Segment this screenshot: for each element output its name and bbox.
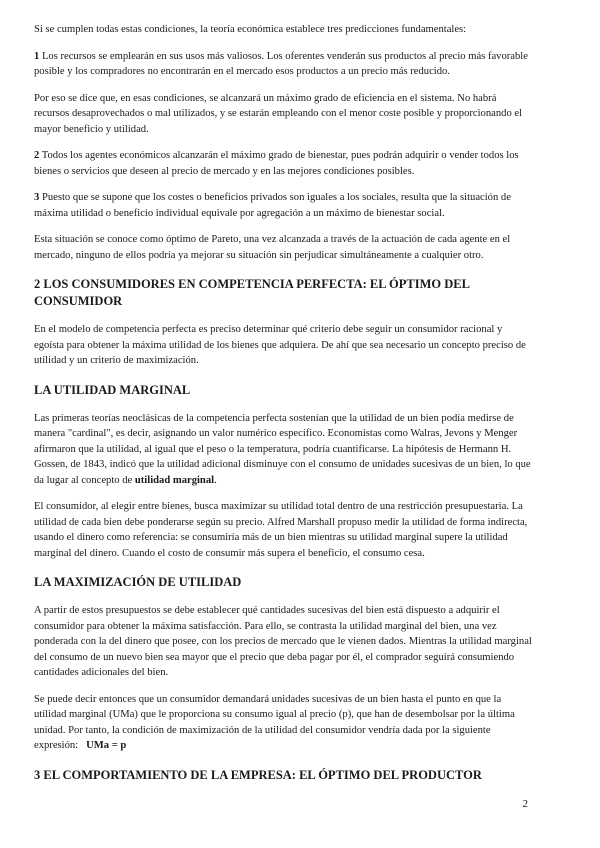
prediction-2 (34, 148, 534, 179)
efficiency-paragraph: Por eso se dice que, en esas condiciones, se alcanzará un máximo grado de eficiencia en el sistema. No habrá recursos desaprovechados o mal utilizados, y se estarán empleando con el menor coste posible y proporcionando el mayor beneficio y utilidad. (34, 92, 523, 135)
marginal-utility-term: utilidad marginal (134, 474, 215, 486)
formula: UMa = p (86, 740, 127, 751)
maximization-paragraph-1: A partir de estos presupuestos se debe establecer qué cantidades sucesivas del bien está dispuesto a adquirir el consumidor para obtener la máxima satisfacción. Para ello, se contrasta la utilidad marginal del bien, una vez ponderada con la del dinero que posee, con los precios de mercado que le vienen dados. Mientras la utilidad marginal del consumo de un nuevo bien sea mayor que el precio que deba pagar por él, el comprador seguirá consumiendo cantidades adicionales del bien. (34, 605, 532, 678)
document-body (34, 22, 534, 796)
marginal-utility-paragraph-2: El consumidor, al elegir entre bienes, busca maximizar su utilidad total dentro de una restricción presupuestaria. La utilidad de cada bien debe ponderarse según su precio. Alfred Marshall propuso medir la utilidad de forma indirecta, usando el dinero como referencia: se consumiría más de un bien mientras su utilidad marginal supere la utilidad marginal del dinero. Cuando el costo de consumir más supera el beneficio, el consumo cesa. (34, 501, 528, 559)
maximization-paragraph-2 (34, 692, 534, 754)
prediction-1 (34, 49, 534, 80)
prediction-text: Los recursos se emplearán en sus usos más valiosos. Los oferentes venderán sus productos al precio más favorable posible y los compradores no encontrarán en el mercado esos productos a un precio más reducido. (34, 50, 528, 77)
section-2-paragraph: En el modelo de competencia perfecta es preciso determinar qué criterio debe seguir un consumidor racional y egoísta para obtener la máxima utilidad de los bienes que adquiera. De ahí que sea necesario un concepto preciso de utilidad y un criterio de maximización. (34, 324, 526, 366)
marginal-utility-heading: LA UTILIDAD MARGINAL (34, 382, 191, 397)
prediction-number: 3 (34, 192, 40, 203)
section-3-heading: 3 EL COMPORTAMIENTO DE LA EMPRESA: EL ÓPTIMO DEL PRODUCTOR (34, 767, 482, 782)
prediction-3 (34, 190, 534, 221)
section-2-heading: 2 LOS CONSUMIDORES EN COMPETENCIA PERFECTA: EL ÓPTIMO DEL CONSUMIDOR (34, 277, 470, 308)
prediction-number: 1 (34, 50, 40, 62)
maximization-heading: LA MAXIMIZACIÓN DE UTILIDAD (34, 575, 242, 589)
intro-paragraph: Si se cumplen todas estas condiciones, la teoría económica establece tres predicciones fundamentales: (34, 24, 467, 35)
maximization-text: Se puede decir entonces que un consumidor demandará unidades sucesivas de un bien hasta el punto en que la utilidad marginal (UMa) que le proporciona su consumo igual al precio (p), que han de desembolsar por la última unidad. Por tanto, la condición de maximización de la utilidad del consumidor vendría dada por la siguiente expresión: (34, 693, 515, 751)
prediction-text: Todos los agentes económicos alcanzarán el máximo grado de bienestar, pues podrán adquirir o vender todos los bienes o servicios que deseen al precio de mercado y en las mejores condiciones posibles. (34, 150, 519, 177)
marginal-text: Las primeras teorías neoclásicas de la competencia perfecta sostenían que la utilidad de un bien podía medirse de manera "cardinal", es decir, asignando un valor numérico específico. Economistas como Walras, Jevons y Menger afirmaron que la utilidad, al igual que el peso o la temperatura, podría cuantificarse. La hipótesis de Hermann H. Gossen, de 1843, indicó que la utilidad adicional disminuye con el consumo de unidades sucesivas de un bien, lo que da lugar al concepto de (34, 412, 531, 486)
prediction-number: 2 (34, 150, 40, 161)
marginal-text-end: . (214, 474, 217, 486)
marginal-utility-paragraph-1 (34, 411, 534, 489)
page-number: 2 (522, 798, 528, 810)
prediction-text: Puesto que se supone que los costes o beneficios privados son iguales a los sociales, resulta que la situación de máxima utilidad o beneficio individual equivale por agregación a un máximo de bienestar social. (34, 192, 511, 219)
pareto-paragraph: Esta situación se conoce como óptimo de Pareto, una vez alcanzada a través de la actuación de cada agente en el mercado, ninguno de ellos podría ya mejorar su situación sin perjudicar simultáneamente a cualquier otro. (34, 234, 511, 261)
